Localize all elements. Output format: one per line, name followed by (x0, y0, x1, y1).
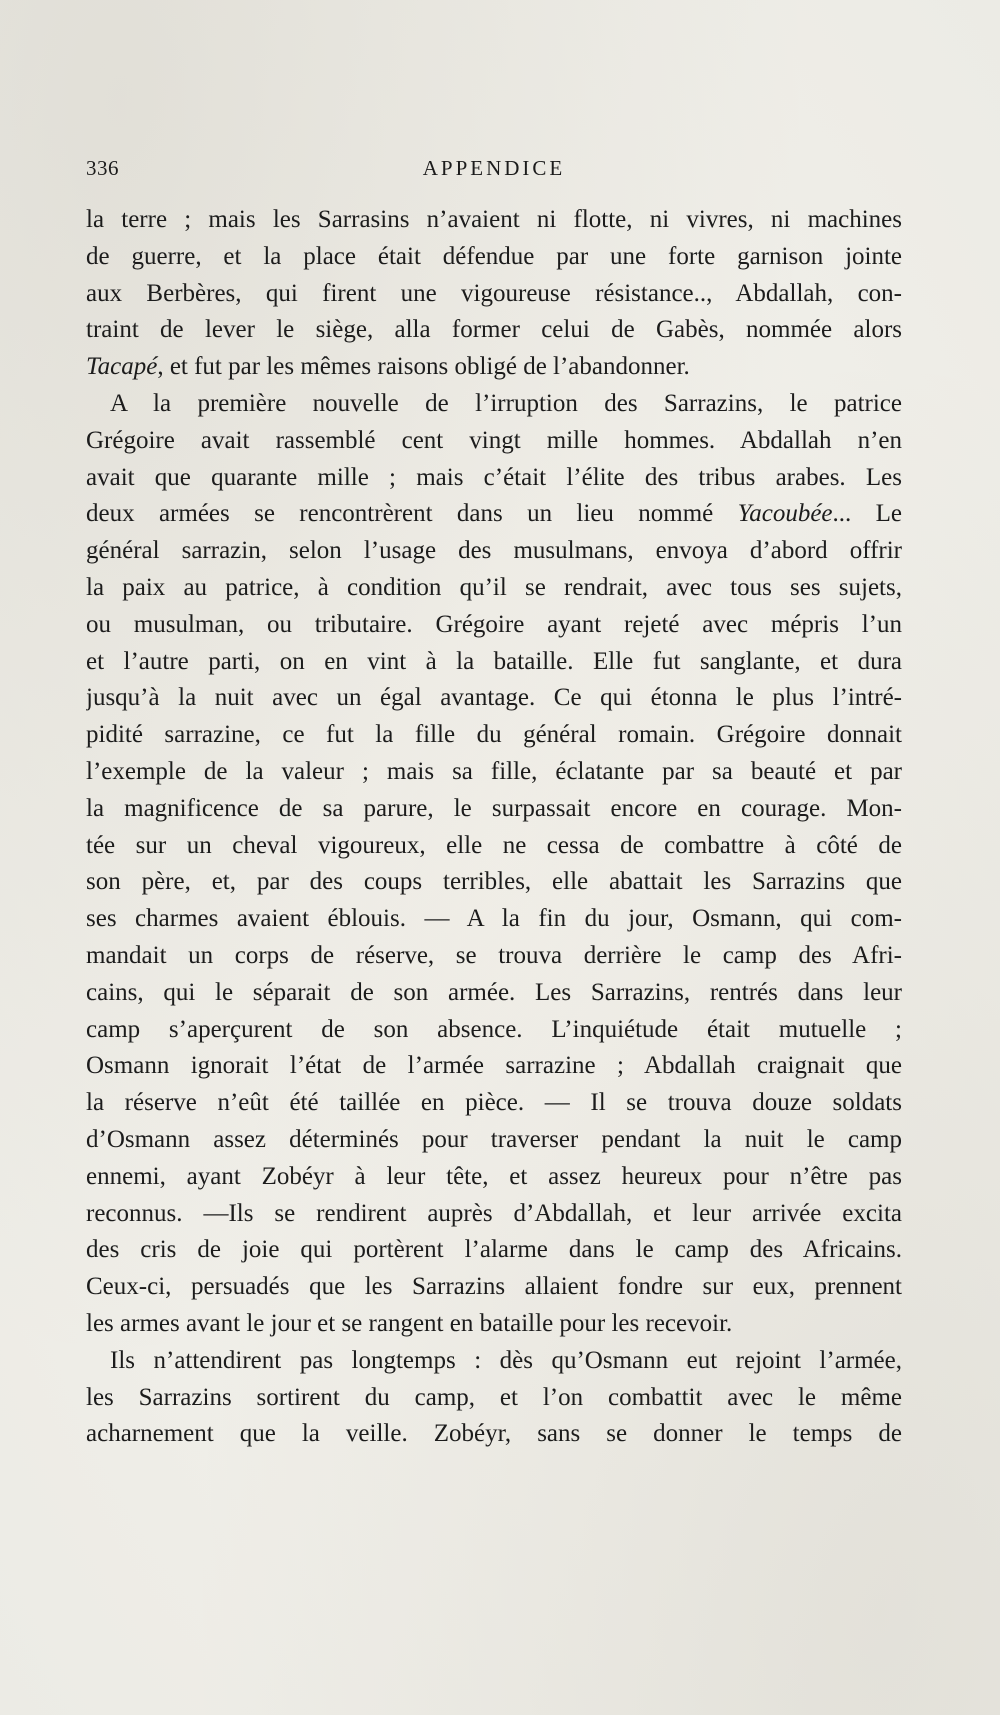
text-line: les armes avant le jour et se rangent en bataille pour les recevoir. (86, 1309, 733, 1337)
text-line: pidité sarrazine, ce fut la fille du général romain. Grégoire donnait (86, 721, 902, 749)
text-line: deux armées se rencontrèrent dans un lieu nommé Yacoubée... Le (86, 500, 902, 528)
text-line: Grégoire avait rassemblé cent vingt mille hommes. Abdallah n’en (86, 426, 902, 454)
text-line: son père, et, par des coups terribles, elle abattait les Sarrazins que (86, 868, 902, 896)
text-line: traint de lever le siège, alla former celui de Gabès, nommée alors (86, 316, 902, 344)
text-line: avait que quarante mille ; mais c’était l’élite des tribus arabes. Les (86, 463, 902, 491)
text-line: ennemi, ayant Zobéyr à leur tête, et assez heureux pour n’être pas (86, 1162, 902, 1190)
text-line: Ceux-ci, persuadés que les Sarrazins allaient fondre sur eux, prennent (86, 1273, 902, 1301)
text-line: les Sarrazins sortirent du camp, et l’on combattit avec le même (86, 1383, 902, 1411)
text-line: général sarrazin, selon l’usage des musulmans, envoya d’abord offrir (86, 537, 902, 565)
paragraph-start-line: A la première nouvelle de l’irruption des Sarrazins, le patrice (110, 389, 902, 417)
text-line: jusqu’à la nuit avec un égal avantage. Ce qui étonna le plus l’intré- (86, 684, 902, 712)
running-head: APPENDICE (422, 156, 566, 180)
text-line: cains, qui le séparait de son armée. Les Sarrazins, rentrés dans leur (86, 978, 902, 1006)
body-text (86, 202, 902, 1453)
text-line: mandait un corps de réserve, se trouva derrière le camp des Afri- (86, 941, 902, 969)
page-header (86, 156, 902, 186)
italic-place-name: Yacoubée (737, 500, 833, 528)
paragraph-start-line: Ils n’attendirent pas longtemps : dès qu’Osmann eut rejoint l’armée, (110, 1346, 902, 1374)
text-line: et l’autre parti, on en vint à la bataille. Elle fut sanglante, et dura (86, 647, 902, 675)
italic-place-name: Tacapé (86, 353, 158, 381)
text-line: d’Osmann assez déterminés pour traverser pendant la nuit le camp (86, 1125, 902, 1153)
text-line: ou musulman, ou tributaire. Grégoire ayant rejeté avec mépris l’un (86, 610, 902, 638)
text-line: la réserve n’eût été taillée en pièce. — Il se trouva douze soldats (86, 1089, 902, 1117)
text-line: des cris de joie qui portèrent l’alarme dans le camp des Africains. (86, 1236, 902, 1264)
text-line: camp s’aperçurent de son absence. L’inquiétude était mutuelle ; (86, 1015, 902, 1043)
text-line: aux Berbères, qui firent une vigoureuse résistance.., Abdallah, con- (86, 279, 902, 307)
text-line: Tacapé, et fut par les mêmes raisons obligé de l’abandonner. (86, 353, 690, 381)
text-line: l’exemple de la valeur ; mais sa fille, éclatante par sa beauté et par (86, 757, 902, 785)
text-line: reconnus. —Ils se rendirent auprès d’Abdallah, et leur arrivée excita (86, 1199, 902, 1227)
text-line: acharnement que la veille. Zobéyr, sans se donner le temps de (86, 1420, 902, 1448)
text-line: la paix au patrice, à condition qu’il se rendrait, avec tous ses sujets, (86, 573, 902, 601)
text-line: tée sur un cheval vigoureux, elle ne cessa de combattre à côté de (86, 831, 902, 859)
text-line: Osmann ignorait l’état de l’armée sarrazine ; Abdallah craignait que (86, 1052, 902, 1080)
text-line: la terre ; mais les Sarrasins n’avaient ni flotte, ni vivres, ni machines (86, 206, 902, 233)
page-number: 336 (86, 156, 119, 180)
text-line: de guerre, et la place était défendue par une forte garnison jointe (86, 242, 902, 270)
text-line: ses charmes avaient éblouis. — A la fin du jour, Osmann, qui com- (86, 905, 902, 933)
text-line: la magnificence de sa parure, le surpassait encore en courage. Mon- (86, 794, 902, 822)
